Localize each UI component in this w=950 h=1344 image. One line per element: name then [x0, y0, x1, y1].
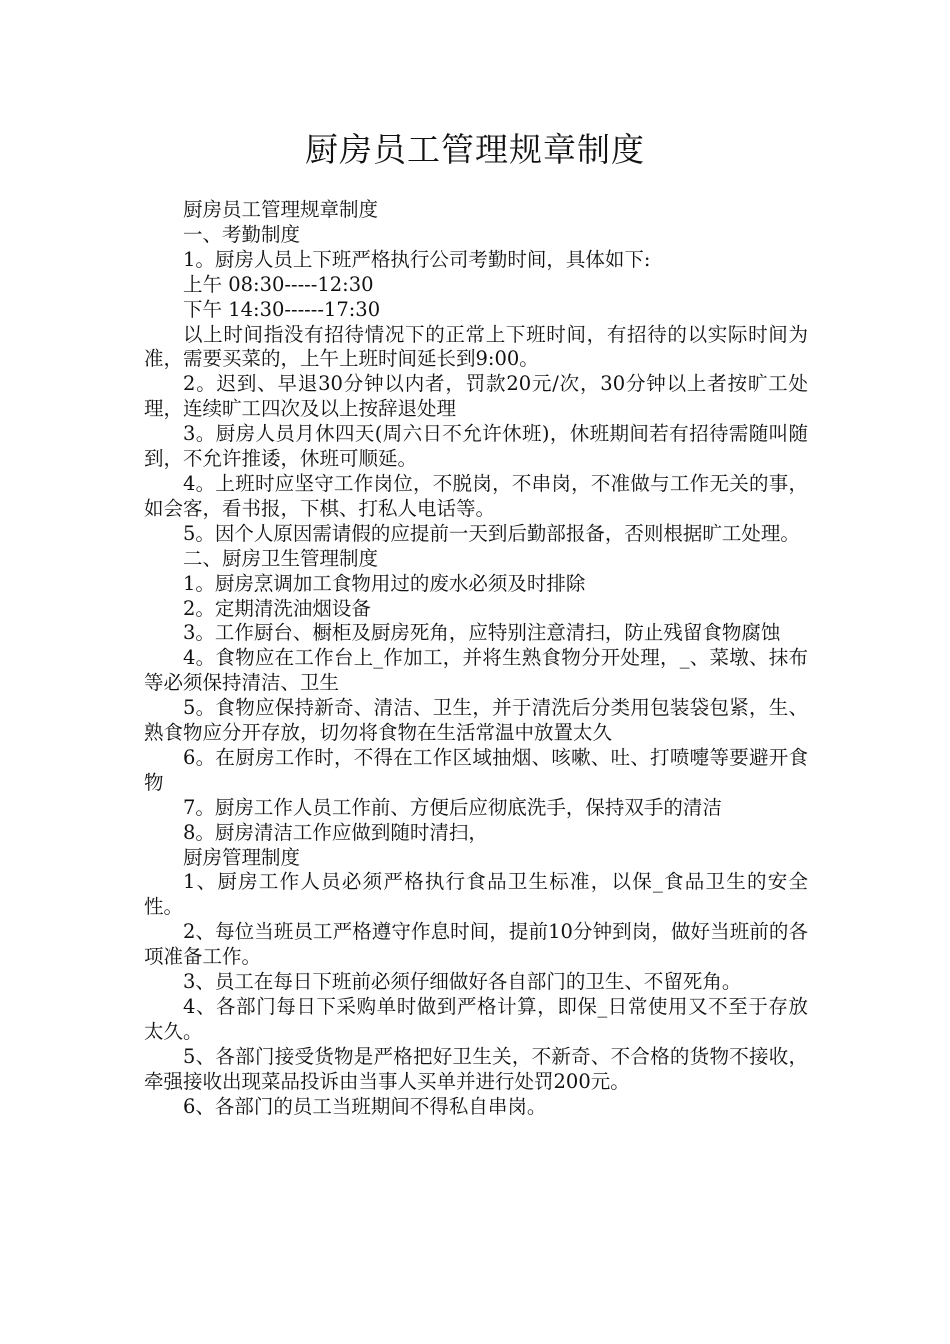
document-body [144, 198, 808, 1120]
body-paragraph: 一、考勤制度 [183, 222, 301, 246]
body-paragraph: 4。食物应在工作台上_作加工，并将生熟食物分开处理，_、菜墩、抹布等必须保持清洁、卫生 [144, 646, 808, 695]
body-paragraph: 以上时间指没有招待情况下的正常上下班时间，有招待的以实际时间为准，需要买菜的，上午上班时间延长到9:00。 [144, 322, 808, 371]
body-paragraph: 4、各部门每日下采购单时做到严格计算，即保_日常使用又不至于存放太久。 [144, 995, 808, 1043]
body-paragraph: 1。厨房人员上下班严格执行公司考勤时间，具体如下: [183, 247, 651, 271]
body-paragraph: 2。定期清洗油烟设备 [183, 596, 371, 620]
document-title: 厨房员工管理规章制度 [305, 130, 645, 169]
body-paragraph: 2、每位当班员工严格遵守作息时间，提前10分钟到岗，做好当班前的各项准备工作。 [144, 920, 808, 969]
body-paragraph: 3。厨房人员月休四天(周六日不允许休班)，休班期间若有招待需随叫随到，不允许推诿，休班可顺延。 [144, 422, 808, 471]
body-paragraph: 6、各部门的员工当班期间不得私自串岗。 [183, 1094, 547, 1118]
body-paragraph: 1。厨房烹调加工食物用过的废水必须及时排除 [183, 571, 586, 595]
body-paragraph: 二、厨房卫生管理制度 [183, 546, 379, 570]
body-paragraph: 5、各部门接受货物是严格把好卫生关，不新奇、不合格的货物不接收，牵强接收出现菜品投诉由当事人买单并进行处罚200元。 [144, 1044, 808, 1093]
body-paragraph: 上午 08:30-----12:30 [183, 272, 374, 296]
body-paragraph: 8。厨房清洁工作应做到随时清扫， [183, 820, 488, 844]
body-paragraph: 厨房管理制度 [183, 845, 301, 869]
body-paragraph: 3、员工在每日下班前必须仔细做好各自部门的卫生、不留死角。 [183, 970, 742, 994]
body-paragraph: 3。工作厨台、橱柜及厨房死角，应特别注意清扫，防止残留食物腐蚀 [183, 621, 781, 645]
body-paragraph: 厨房员工管理规章制度 [183, 198, 379, 221]
body-paragraph: 2。迟到、早退30分钟以内者，罚款20元/次，30分钟以上者按旷工处理，连续旷工四次及以上按辞退处理 [144, 372, 808, 421]
body-paragraph: 1、厨房工作人员必须严格执行食品卫生标准，以保_食品卫生的安全性。 [144, 870, 808, 919]
body-paragraph: 下午 14:30------17:30 [183, 297, 381, 321]
body-paragraph: 4。上班时应坚守工作岗位，不脱岗，不串岗，不准做与工作无关的事，如会客，看书报，下棋、打私人电话等。 [144, 471, 808, 520]
body-paragraph: 6。在厨房工作时，不得在工作区域抽烟、咳嗽、吐、打喷嚏等要避开食物 [144, 745, 808, 794]
body-paragraph: 5。食物应保持新奇、清洁、卫生，并于清洗后分类用包装袋包紧，生、熟食物应分开存放，切勿将食物在生活常温中放置太久 [144, 696, 808, 745]
body-paragraph: 7。厨房工作人员工作前、方便后应彻底洗手，保持双手的清洁 [183, 795, 722, 819]
body-paragraph: 5。因个人原因需请假的应提前一天到后勤部报备，否则根据旷工处理。 [183, 521, 800, 545]
